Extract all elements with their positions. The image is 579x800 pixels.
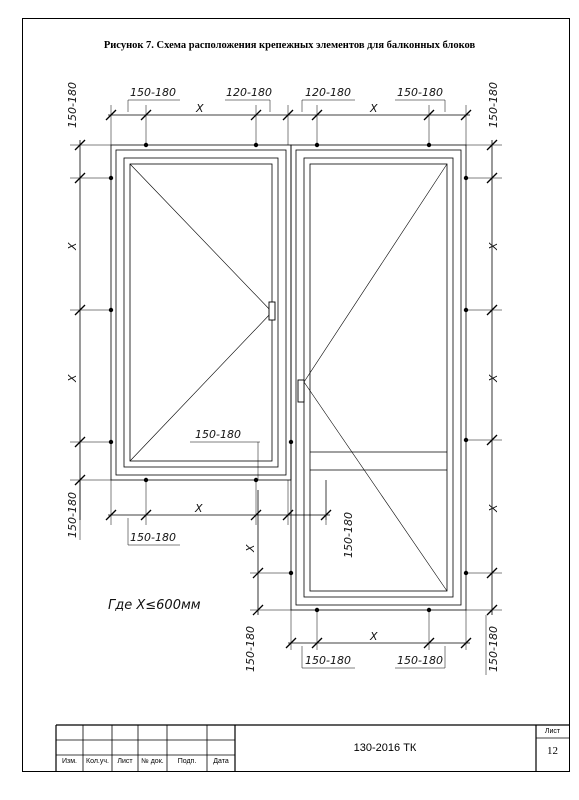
dim-left-top-150-180: 150-180 [66,82,79,128]
dim-door-bottom-150-180-left: 150-180 [305,654,351,667]
dim-window-bottom-150-180: 150-180 [130,531,176,544]
dim-top-left-150-180: 150-180 [130,86,176,99]
dim-right-x-1: X [487,242,500,250]
note-x-limit: Где X≤600мм [108,598,201,613]
dim-door-bottom-x: X [370,630,378,643]
dim-door-bottom-150-180-right: 150-180 [397,654,443,667]
stamp-col-kol-uch: Кол.уч. [86,758,109,765]
dim-top-left-x: X [196,102,204,115]
dim-top-right-150-180: 150-180 [397,86,443,99]
door-sash [304,158,453,597]
stamp-col-podp: Подп. [177,758,197,765]
sheet-number: 12 [547,745,558,757]
dim-left-x-2: X [66,374,79,382]
stamp-col-list: Лист [117,758,133,765]
window-sash [124,158,278,467]
dim-door-left-150-180: 150-180 [244,626,257,672]
stamp-col-doc-no: № док. [141,758,164,765]
door-frame-inner [296,150,461,605]
door-handle-icon [298,380,304,402]
dim-window-bottom-x: X [195,502,203,515]
dim-top-120-180-left: 120-180 [226,86,272,99]
stamp-col-izm: Изм. [62,758,77,765]
figure-caption: Рисунок 7. Схема расположения крепежных элементов для балконных блоков [103,40,476,51]
door-glass [310,164,447,591]
dim-top-right-x: X [370,102,378,115]
dim-top-120-180-right: 120-180 [305,86,351,99]
window-frame-inner [116,150,286,475]
dim-window-inner-150-180: 150-180 [195,428,241,441]
sheet-label: Лист [544,728,561,735]
dim-right-x-2: X [487,374,500,382]
dim-door-vertical-150-180: 150-180 [342,512,355,558]
window-glass [130,164,272,461]
dim-left-x-1: X [66,242,79,250]
dim-right-bottom-150-180: 150-180 [487,626,500,672]
dim-right-top-150-180: 150-180 [487,82,500,128]
stamp-col-data: Дата [213,758,229,765]
dim-left-bottom-150-180: 150-180 [66,492,79,538]
document-code: 130-2016 ТК [353,742,417,754]
window-handle-icon [269,302,275,320]
dim-door-left-x: X [244,544,257,552]
dim-right-x-3: X [487,504,500,512]
door-outer-frame [291,145,466,610]
